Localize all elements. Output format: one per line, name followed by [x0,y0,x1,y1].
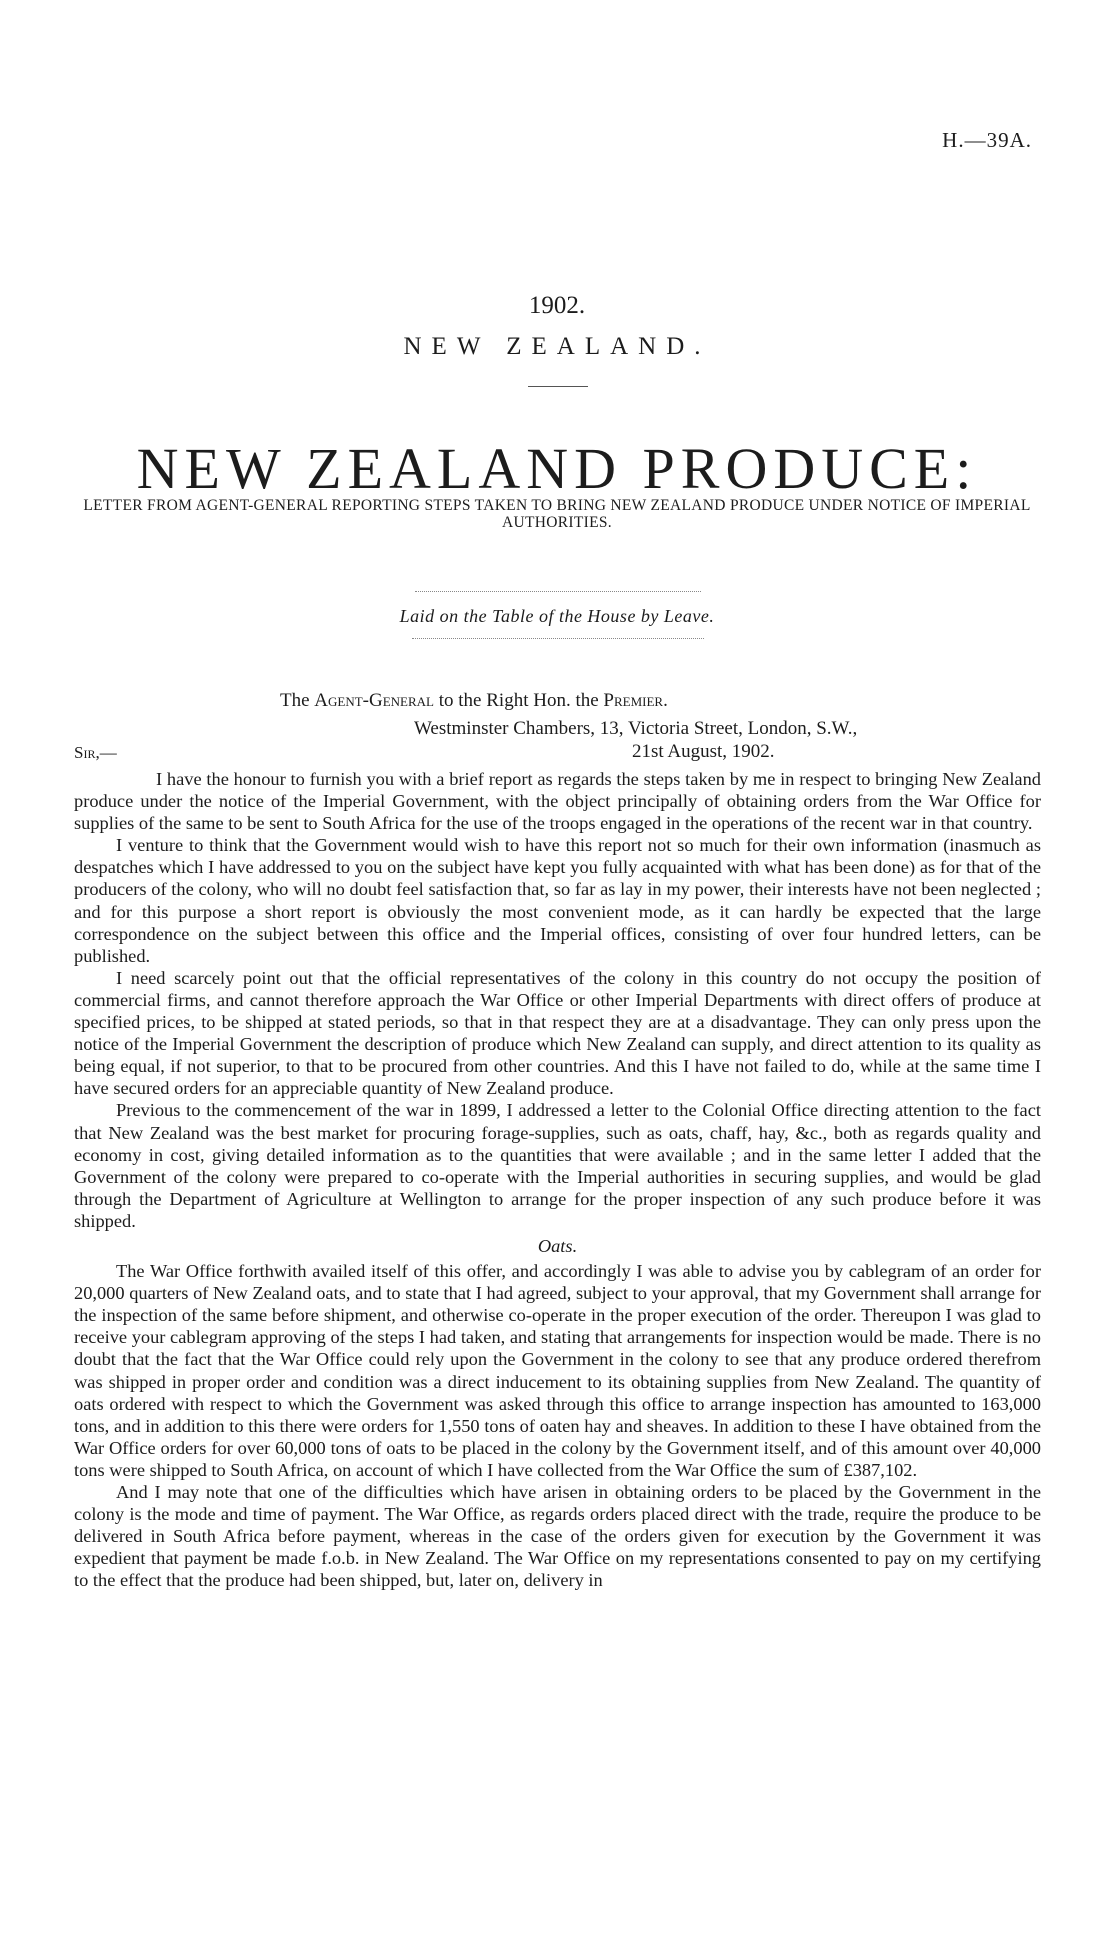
body-paragraph: I have the honour to furnish you with a brief report as regards the steps taken by me in respect to bringing New Zealand produce under the notice of the Imperial Government, with the object principally of obtaining orders from the War Office for supplies of the same to be sent to South Africa for the use of the troops engaged in the operations of the recent war in that country. [74,769,1041,834]
page-subtitle: LETTER FROM AGENT-GENERAL REPORTING STEPS TAKEN TO BRING NEW ZEALAND PRODUCE UNDER NOTICE OF IMPERIAL AUTHORITIES. [83,497,1031,531]
letter-date: 21st August, 1902. [632,741,775,762]
parliamentary-paper-reference: H.—39A. [942,128,1032,152]
letter-recipient: Premier. [603,690,668,711]
body-paragraph: I venture to think that the Government would wish to have this report not so much for their own information (inasmuch as despatches which I have addressed to you on the subject have kept you fully acquainted with what has been done) as for that of the producers of the colony, who will no doubt feel satisfaction that, so far as lay in my power, their interests have not been neglected ; and for this purpose a short report is obviously the most convenient mode, as it can hardly be expected that the large correspondence on the subject between this office and the Imperial offices, consisting of over four hundred letters, can be published. [74,835,1041,966]
body-paragraph: The War Office forthwith availed itself of this offer, and accordingly I was able to advise you by cablegram of an order for 20,000 quarters of New Zealand oats, and to state that I had agreed, subject to your approval, that my Government shall arrange for the inspection of the same before shipment, and otherwise co-operate in the proper execution of the order. Thereupon I was glad to receive your cablegram approving of the steps I had taken, and stating that arrangements for inspection would be made. There is no doubt that the fact that the War Office could rely upon the Government in the colony to see that any produce ordered therefrom was shipped in proper order and condition was a direct inducement to its obtaining supplies from New Zealand. The quantity of oats ordered with respect to which the Government was asked through this office to arrange inspection has amounted to 163,000 tons, and in addition to this there were orders for 1,550 tons of oaten hay and sheaves. In addition to these I have obtained from the War Office orders for over 60,000 tons of oats to be placed in the colony by the Government itself, and of this amount over 40,000 tons were shipped to South Africa, on account of which I have collected from the War Office the sum of £387,102. [74,1261,1041,1480]
section-heading-oats: Oats. [537,1235,578,1256]
document-year: 1902. [528,292,586,319]
sender-address: Westminster Chambers, 13, Victoria Street, London, S.W., [414,718,858,739]
page-title: NEW ZEALAND PRODUCE: [136,436,978,501]
body-paragraph: I need scarcely point out that the official representatives of the colony in this country do not occupy the position of commercial firms, and cannot therefore approach the War Office or other Imperial Departments with direct offers of produce at specified prices, to be shipped at stated periods, so that in that respect they are at a disadvantage. They can only press upon the notice of the Imperial Government the description of produce which New Zealand can supply, and direct attention to its quality as being equal, if not superior, to that to be procured from other countries. And this I have not failed to do, while at the same time I have secured orders for an appreciable quantity of New Zealand produce. [74,967,1041,1099]
body-paragraph: And I may note that one of the difficulties which have arisen in obtaining orders to be placed by the Government in the colony is the mode and time of payment. The War Office, as regards orders placed direct with the trade, require the produce to be delivered in South Africa before payment, whereas in the case of the orders given for execution by the Government it was expedient that payment be made f.o.b. in New Zealand. The War Office on my representations consented to pay on my certifying to the effect that the produce had been shipped, but, later on, delivery in [74,1482,1041,1591]
letter-sender: Agent-General [314,690,434,711]
divider-rule-dotted-bottom [412,638,704,639]
laid-on-table-note: Laid on the Table of the House by Leave. [399,606,715,626]
letter-greeting: Sir,— [74,743,117,762]
letter-heading-prefix: The [280,690,310,711]
divider-rule-dotted-top [415,591,701,592]
letter-heading-middle: to the Right Hon. the [438,690,599,711]
country-heading: NEW ZEALAND. [403,333,711,360]
letter-heading [280,690,668,712]
divider-rule [528,386,588,387]
letter-body [74,768,1041,1591]
body-paragraph: Previous to the commencement of the war in 1899, I addressed a letter to the Colonial Office directing attention to the fact that New Zealand was the best market for procuring forage-supplies, such as oats, chaff, hay, &c., both as regards quality and economy in cost, giving detailed information as to the quantities that were available ; and in the same letter I added that the Government of the colony were prepared to co-operate with the Imperial authorities in securing supplies, and would be glad through the Department of Agriculture at Wellington to arrange for the proper inspection of any such produce before it was shipped. [74,1100,1041,1231]
